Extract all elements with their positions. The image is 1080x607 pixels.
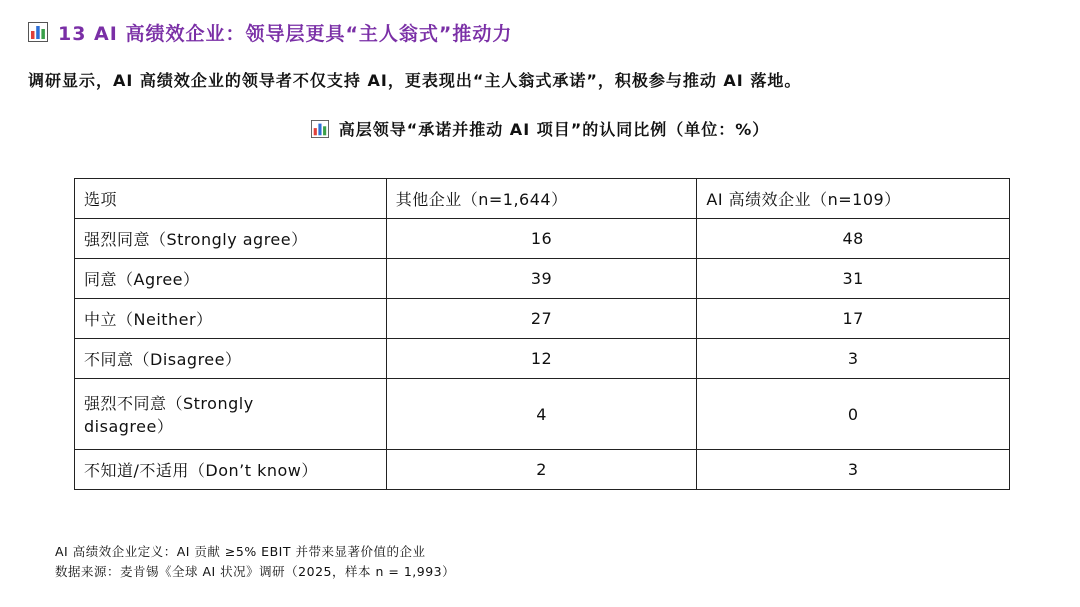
high-performers-value: 48 [697,219,1010,259]
source-note: 数据来源：麦肯锡《全球 AI 状况》调研（2025，样本 n = 1,993） [55,564,456,579]
table-row [75,450,1010,490]
survey-table [74,178,1010,490]
row-option-label: 不知道/不适用（Don’t know） [75,450,387,490]
footnotes [55,542,455,582]
high-performers-value: 3 [697,450,1010,490]
others-value: 12 [386,339,697,379]
row-option-label: 中立（Neither） [75,299,387,339]
column-header-high-performers: AI 高绩效企业（n=109） [697,179,1010,219]
table-row [75,299,1010,339]
table-row [75,379,1010,450]
table-header-row [75,179,1010,219]
high-performers-value: 17 [697,299,1010,339]
column-header-others: 其他企业（n=1,644） [386,179,697,219]
others-value: 2 [386,450,697,490]
bar-chart-icon [311,120,329,138]
others-value: 27 [386,299,697,339]
page-title-text: 13 AI 高绩效企业：领导层更具“主人翁式”推动力 [58,22,513,45]
row-option-label: 强烈不同意（Strongly disagree） [75,379,387,450]
page-title [28,18,512,46]
table-caption-text: 高层领导“承诺并推动 AI 项目”的认同比例（单位：%） [338,120,770,139]
row-option-label: 强烈同意（Strongly agree） [75,219,387,259]
bar-chart-icon [28,22,48,42]
high-performers-value: 0 [697,379,1010,450]
table-row [75,259,1010,299]
column-header-option: 选项 [75,179,387,219]
others-value: 16 [386,219,697,259]
others-value: 4 [386,379,697,450]
row-option-label: 同意（Agree） [75,259,387,299]
table-caption [0,117,1080,140]
definition-note: AI 高绩效企业定义：AI 贡献 ≥5% EBIT 并带来显著价值的企业 [55,544,426,559]
others-value: 39 [386,259,697,299]
table-row [75,219,1010,259]
intro-text: 调研显示，AI 高绩效企业的领导者不仅支持 AI，更表现出“主人翁式承诺”，积极参与推动 AI 落地。 [28,71,802,90]
high-performers-value: 3 [697,339,1010,379]
table-row [75,339,1010,379]
high-performers-value: 31 [697,259,1010,299]
row-option-label: 不同意（Disagree） [75,339,387,379]
